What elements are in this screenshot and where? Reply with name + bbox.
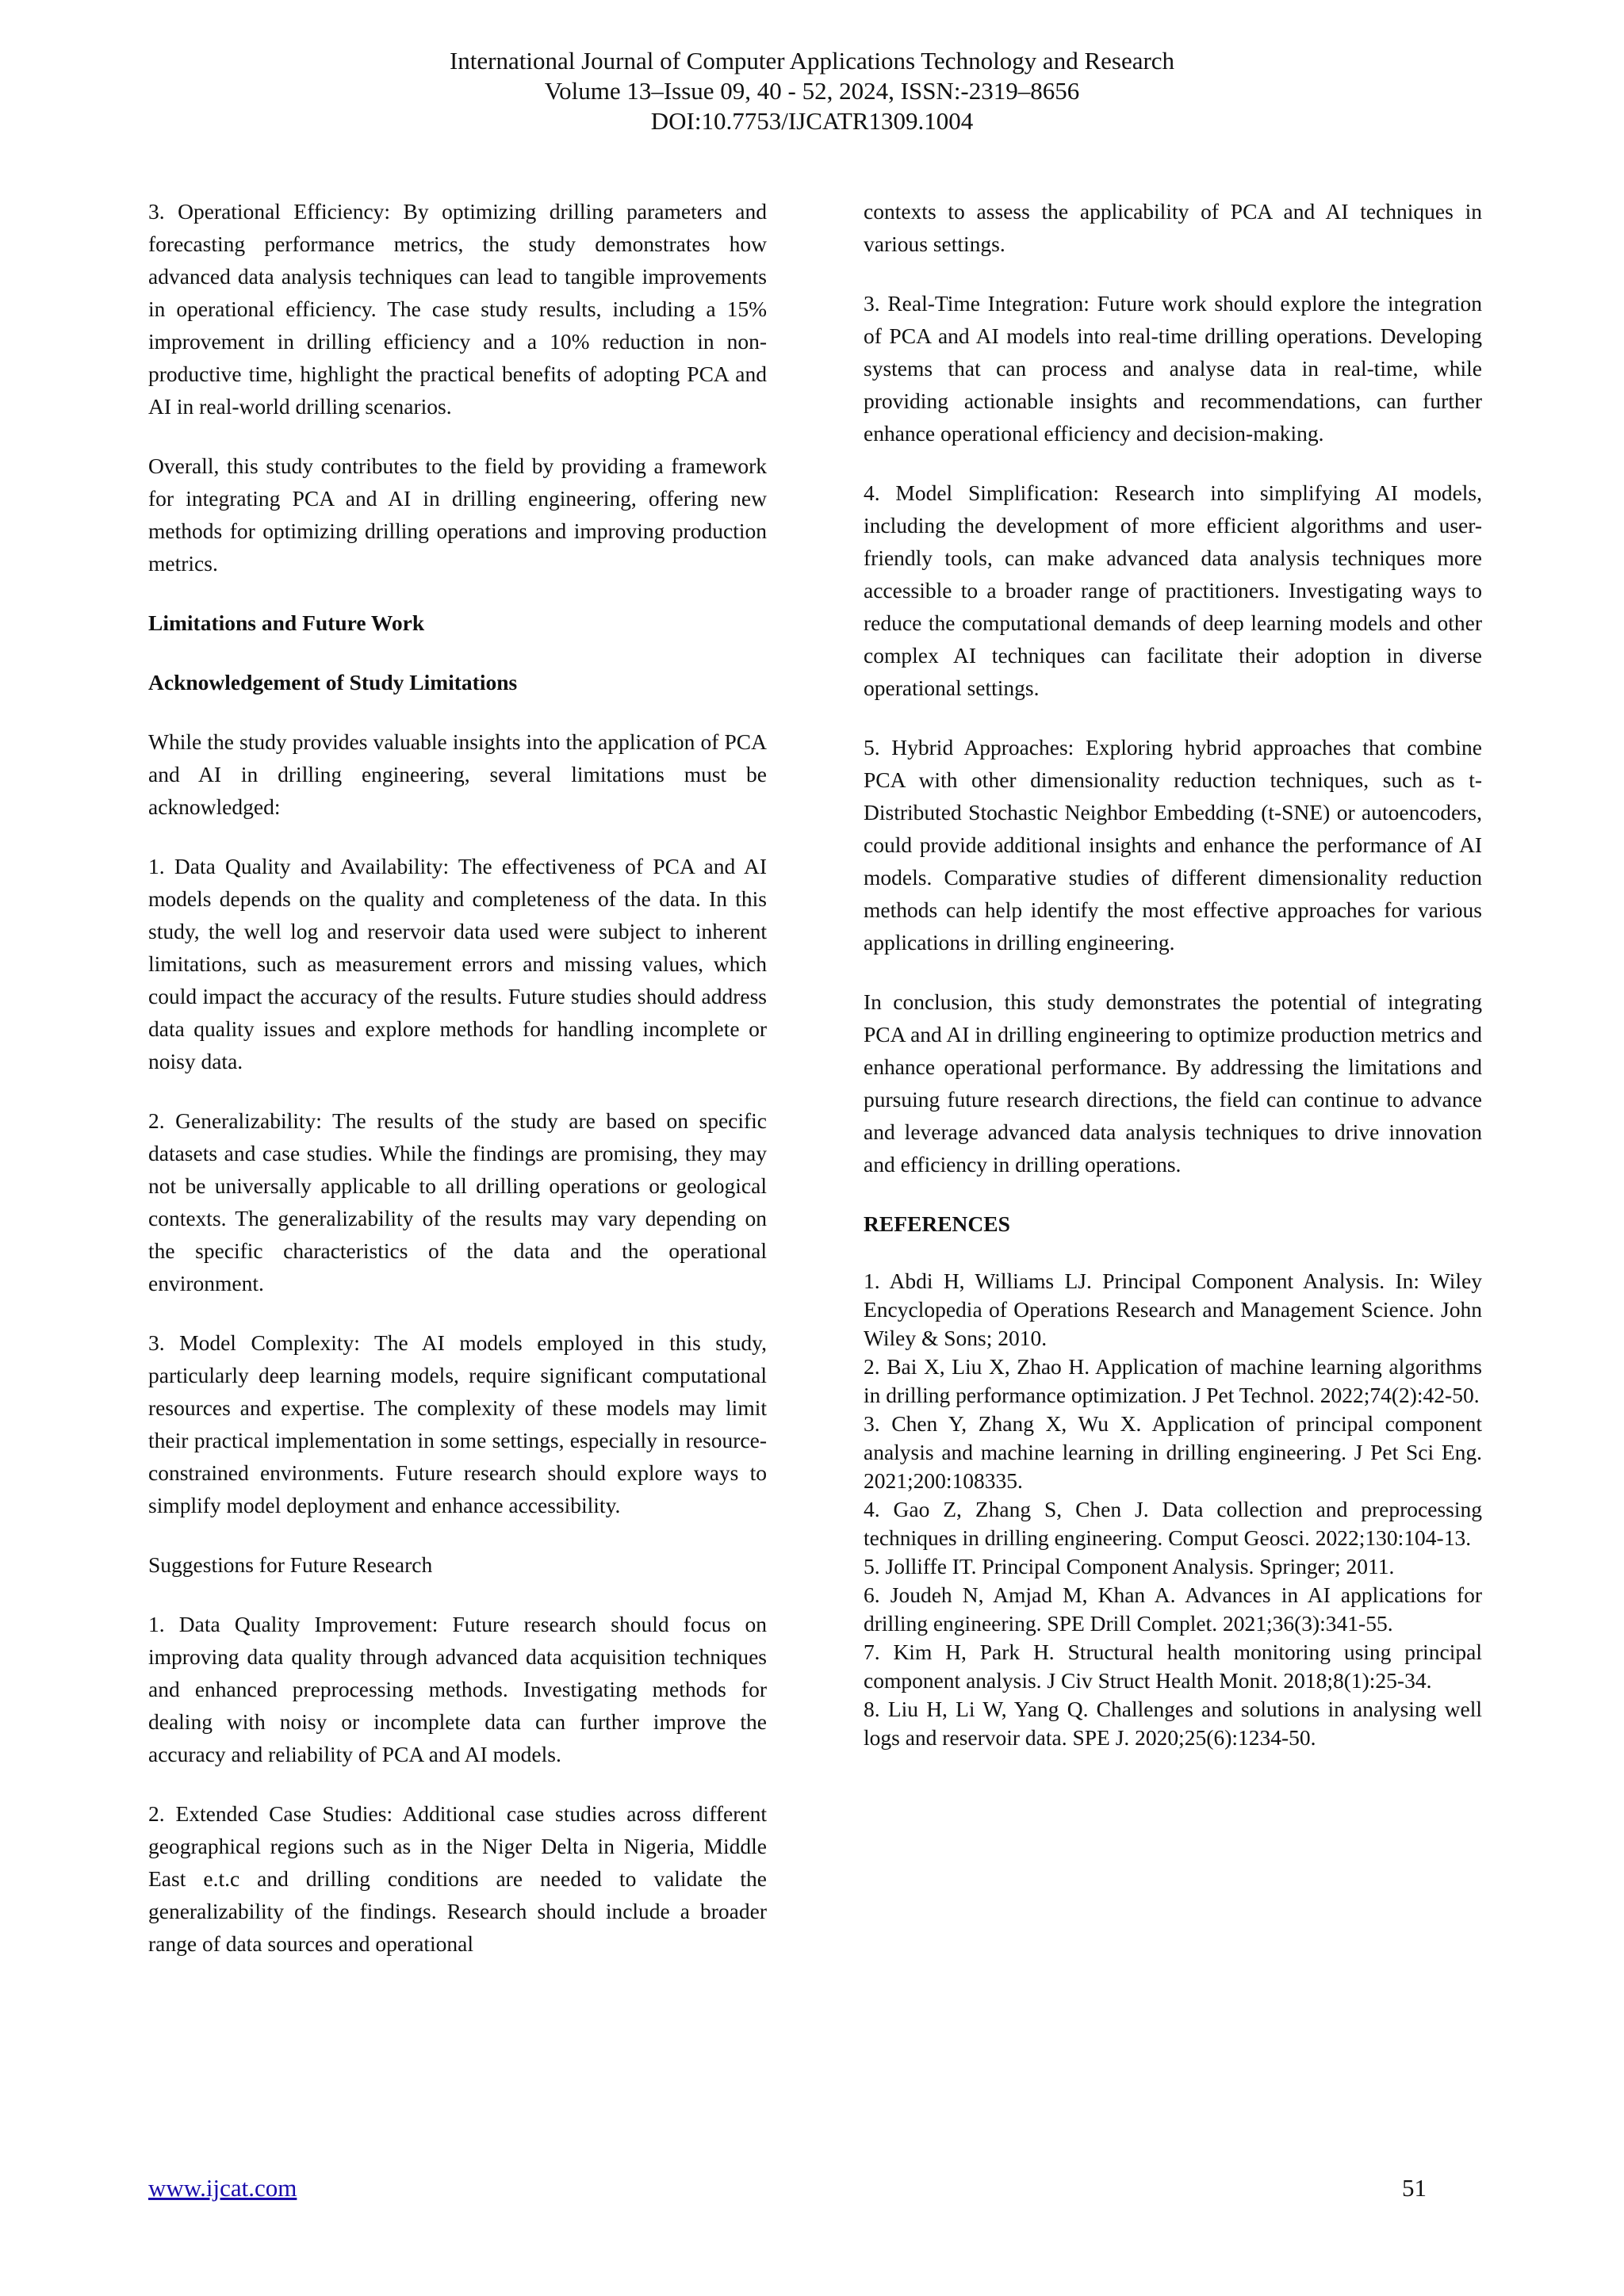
subsection-heading: Suggestions for Future Research (148, 1552, 433, 1577)
paragraph: 2. Extended Case Studies: Additional case studies across different geographical regions such as in the Niger Delta in Nigeria, Middle East e.t.c and drilling conditions are needed to validate the generalizability of the findings. Research should include a broader range of data sources and operational (148, 1801, 767, 1956)
references-heading: REFERENCES (864, 1211, 1010, 1236)
page-header (0, 46, 1624, 136)
paragraph: 1. Data Quality Improvement: Future research should focus on improving data quality through advanced data acquisition techniques and enhanced preprocessing methods. Investigating methods for dealing with noisy or incomplete data can further improve the accuracy and reliability of PCA and AI models. (148, 1612, 767, 1766)
reference-item: 6. Joudeh N, Amjad M, Khan A. Advances in AI applications for drilling engineering. SPE Drill Complet. 2021;36(3):341-55. (864, 1582, 1482, 1636)
reference-item: 3. Chen Y, Zhang X, Wu X. Application of principal component analysis and machine learning in drilling engineering. J Pet Sci Eng. 2021;200:108335. (864, 1411, 1482, 1493)
section-heading: Limitations and Future Work (148, 610, 425, 635)
left-column (148, 195, 767, 1987)
page-number: 51 (1402, 2174, 1427, 2202)
paragraph: 3. Operational Efficiency: By optimizing drilling parameters and forecasting performance metrics, the study demonstrates how advanced data analysis techniques can lead to tangible improvements in operational efficiency. The case study results, including a 15% improvement in drilling efficiency and a 10% reduction in non-productive time, highlight the practical benefits of adopting PCA and AI in real-world drilling scenarios. (148, 199, 767, 419)
reference-item: 1. Abdi H, Williams LJ. Principal Component Analysis. In: Wiley Encyclopedia of Operations Research and Management Science. John Wiley & Sons; 2010. (864, 1269, 1482, 1350)
right-column (864, 195, 1482, 1752)
reference-item: 7. Kim H, Park H. Structural health monitoring using principal component analysis. J Civ Struct Health Monit. 2018;8(1):25-34. (864, 1640, 1482, 1693)
paragraph: 4. Model Simplification: Research into simplifying AI models, including the development of more efficient algorithms and user-friendly tools, can make advanced data analysis techniques more accessible to a broader range of practitioners. Investigating ways to reduce the computational demands of deep learning models and other complex AI techniques can facilitate their adoption in diverse operational settings. (864, 480, 1482, 700)
paragraph: In conclusion, this study demonstrates the potential of integrating PCA and AI in drilling engineering to optimize production metrics and enhance operational performance. By addressing the limitations and pursuing future research directions, the field can continue to advance and leverage advanced data analysis techniques to drive innovation and efficiency in drilling operations. (864, 989, 1482, 1177)
reference-item: 5. Jolliffe IT. Principal Component Analysis. Springer; 2011. (864, 1554, 1395, 1578)
journal-title: International Journal of Computer Applications Technology and Research (449, 47, 1175, 75)
journal-volume: Volume 13–Issue 09, 40 - 52, 2024, ISSN:-2319–8656 (544, 77, 1080, 105)
paragraph: 3. Real-Time Integration: Future work should explore the integration of PCA and AI models into real-time drilling operations. Developing systems that can process and analyse data in real-time, while providing actionable insights and recommendations, can further enhance operational efficiency and decision-making. (864, 291, 1482, 446)
paragraph: 1. Data Quality and Availability: The effectiveness of PCA and AI models depends on the quality and completeness of the data. In this study, the well log and reservoir data used were subject to inherent limitations, such as measurement errors and missing values, which could impact the accuracy of the results. Future studies should address data quality issues and explore methods for handling incomplete or noisy data. (148, 854, 767, 1073)
reference-item: 4. Gao Z, Zhang S, Chen J. Data collection and preprocessing techniques in drilling engineering. Comput Geosci. 2022;130:104-13. (864, 1497, 1482, 1550)
paragraph: Overall, this study contributes to the field by providing a framework for integrating PCA and AI in drilling engineering, offering new methods for optimizing drilling operations and improving production metrics. (148, 453, 767, 576)
paragraph: While the study provides valuable insights into the application of PCA and AI in drilling engineering, several limitations must be acknowledged: (148, 729, 767, 819)
paragraph: contexts to assess the applicability of PCA and AI techniques in various settings. (864, 199, 1482, 256)
reference-list (864, 1267, 1482, 1752)
paragraph: 2. Generalizability: The results of the study are based on specific datasets and case studies. While the findings are promising, they may not be universally applicable to all drilling operations or geological contexts. The generalizability of the results may vary depending on the specific characteristics of the data and the operational environment. (148, 1108, 767, 1295)
reference-item: 8. Liu H, Li W, Yang Q. Challenges and solutions in analysing well logs and reservoir data. SPE J. 2020;25(6):1234-50. (864, 1697, 1482, 1750)
paragraph: 3. Model Complexity: The AI models employed in this study, particularly deep learning models, require significant computational resources and expertise. The complexity of these models may limit their practical implementation in some settings, especially in resource-constrained environments. Future research should explore ways to simplify model deployment and enhance accessibility. (148, 1330, 767, 1517)
journal-doi: DOI:10.7753/IJCATR1309.1004 (650, 107, 974, 135)
subsection-heading: Acknowledgement of Study Limitations (148, 670, 518, 695)
reference-item: 2. Bai X, Liu X, Zhao H. Application of machine learning algorithms in drilling performance optimization. J Pet Technol. 2022;74(2):42-50. (864, 1354, 1482, 1407)
website-link[interactable]: www.ijcat.com (148, 2174, 297, 2202)
paragraph: 5. Hybrid Approaches: Exploring hybrid approaches that combine PCA with other dimensionality reduction techniques, such as t-Distributed Stochastic Neighbor Embedding (t-SNE) or autoencoders, could provide additional insights and enhance the performance of AI models. Comparative studies of different dimensionality reduction methods can help identify the most effective approaches for various applications in drilling engineering. (864, 735, 1482, 955)
